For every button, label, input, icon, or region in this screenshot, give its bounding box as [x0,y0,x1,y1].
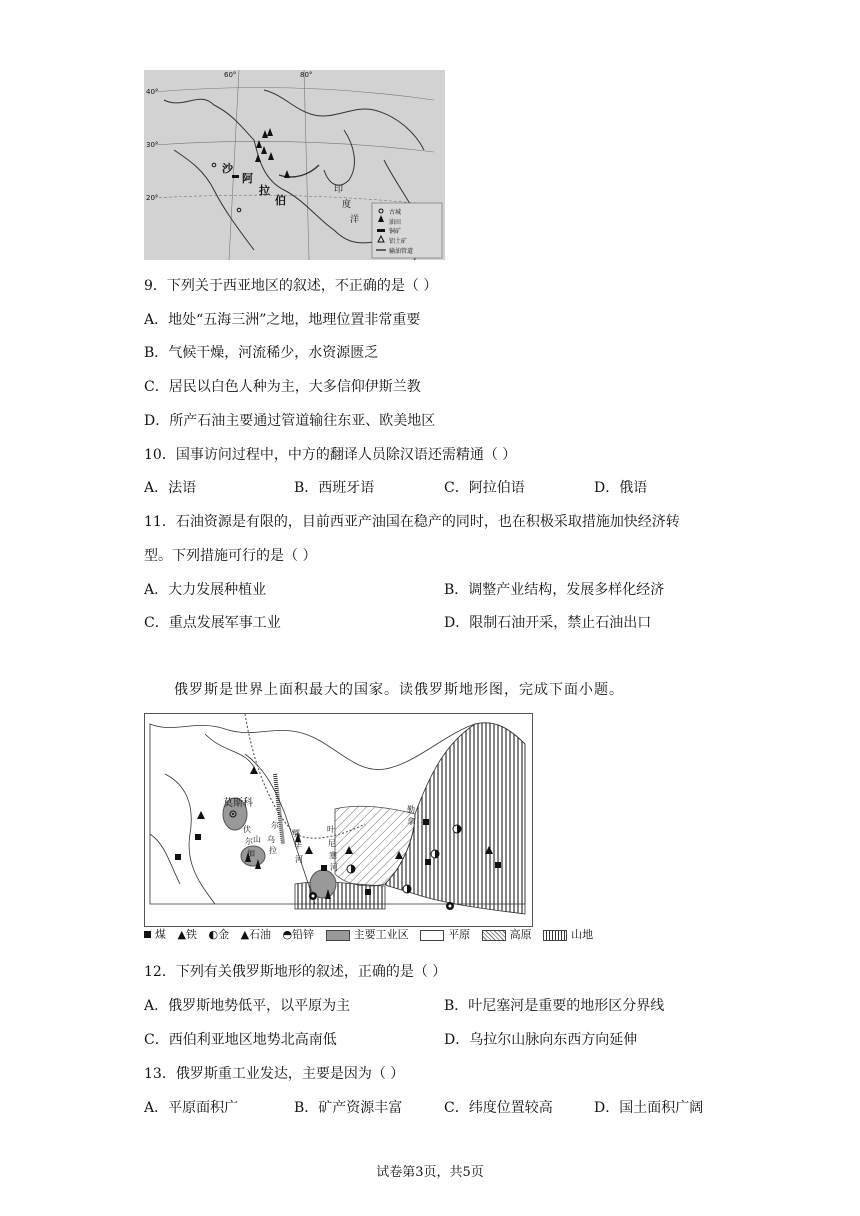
question-12-option-a: A．俄罗斯地势低平，以平原为主 [144,998,351,1014]
gold-legend: ◐金 [208,928,230,941]
question-9-option-b: B．气候干燥，河流稀少，水资源匮乏 [144,345,379,361]
plain-swatch [420,930,444,941]
question-13-option-b: B．矿产资源丰富 [294,1100,403,1116]
map2-label-4: 山 [253,835,261,844]
lat-label-20: 20° [146,194,159,202]
map2-label-6: 毕 [294,841,302,850]
russia-terrain-map-svg [145,714,532,926]
question-9-option-d: D．所产石油主要通过管道输往东亚、欧美地区 [144,413,436,429]
question-10-stem: 10．国事访问过程中，中方的翻译人员除汉语还需精通（ ） [144,447,517,463]
oil-legend: ▲石油 [240,928,272,941]
map2-label-14: 伏 [243,825,251,834]
map2-label-10: 塞 [329,851,337,860]
question-12-option-c: C．西伯利亚地区地势北高南低 [144,1032,337,1048]
legend-ancient-city: 古城 [389,209,402,216]
map2-label-1: 乌 [267,835,275,844]
lon-label-80: 80° [300,71,313,79]
page-footer: 试卷第3页，共5页 [376,1165,484,1180]
coal-icon [144,931,151,938]
map2-label-2: 拉 [269,846,277,855]
question-10-option-d: D．俄语 [594,480,648,496]
west-asia-map [144,70,445,260]
region-label-a: 阿 [242,172,253,185]
lat-label-30: 30° [146,141,159,149]
mountain-legend: 山地 [543,928,597,941]
russia-terrain-map [144,713,533,927]
map2-label-11: 河 [330,863,338,872]
question-13-stem: 13．俄罗斯重工业发达，主要是因为（ ） [144,1066,405,1082]
coal-legend: 煤 [144,928,170,941]
question-11-option-a: A．大力发展种植业 [144,582,267,598]
region-label-bo: 伯 [275,194,286,207]
legend-copper: 铜矿 [389,228,402,235]
map2-label-13: 拿 [407,817,415,826]
question-11-option-b: B．调整产业结构，发展多样化经济 [444,582,665,598]
question-11-option-c: C．重点发展军事工业 [144,615,281,631]
question-13-option-a: A．平原面积广 [144,1100,239,1116]
question-9-stem: 9．下列关于西亚地区的叙述，不正确的是（ ） [144,278,438,294]
question-9-option-a: A．地处“五海三洲”之地，地理位置非常重要 [144,312,421,328]
section-intro: 俄罗斯是世界上面积最大的国家。读俄罗斯地形图，完成下面小题。 [174,682,624,698]
industrial-legend: 主要工业区 [326,928,413,941]
lon-label-60: 60° [224,71,237,79]
mountain-swatch [543,930,567,941]
question-10-option-c: C．阿拉伯语 [444,480,525,496]
legend-pipeline: 输油管道 [389,248,414,255]
map2-label-12: 勒 [407,805,415,814]
map2-label-7: 河 [295,855,303,864]
legend-bauxite: 铝土矿 [389,238,408,245]
plateau-legend: 高原 [482,928,536,941]
map2-label-15: 尔 [245,837,253,846]
iron-legend: ▲铁 [177,928,197,941]
question-13-option-d: D．国土面积广阔 [594,1100,704,1116]
question-9-option-c: C．居民以白色人种为主，大多信仰伊斯兰教 [144,379,421,395]
lat-label-40: 40° [146,88,159,96]
industrial-swatch [326,930,350,941]
plain-legend: 平原 [420,928,474,941]
region-label-la: 拉 [259,184,270,197]
question-10-option-b: B．西班牙语 [294,480,375,496]
plateau-swatch [482,930,506,941]
region-label-yang: 洋 [350,215,360,225]
region-label-du: 度 [342,200,352,210]
map2-label-3: 尔 [271,821,279,830]
city-label-moscow: 莫斯科 [223,798,253,809]
question-11-stem-line-1: 11．石油资源是有限的，目前西亚产油国在稳产的同时，也在积极采取措施加快经济转 [144,514,680,530]
question-12-stem: 12．下列有关俄罗斯地形的叙述，正确的是（ ） [144,964,447,980]
map2-label-9: 尼 [328,839,336,848]
question-12-option-b: B．叶尼塞河是重要的地形区分界线 [444,998,665,1014]
question-13-option-c: C．纬度位置较高 [444,1100,553,1116]
lead-zinc-legend: ◓铅锌 [282,928,315,941]
map2-label-5: 鄂 [292,829,300,838]
region-label-sha: 沙 [222,162,233,175]
question-12-option-d: D．乌拉尔山脉向东西方向延伸 [444,1032,638,1048]
russia-map-legend [144,928,601,942]
region-label-yin: 印 [334,185,344,195]
question-11-stem-line-2: 型。下列措施可行的是（ ） [144,548,317,564]
question-10-option-a: A．法语 [144,480,197,496]
question-11-option-d: D．限制石油开采，禁止石油出口 [444,615,652,631]
map2-label-16: 加 [247,849,255,858]
map2-label-8: 叶 [327,825,335,834]
legend-oil-field: 油田 [389,219,402,226]
